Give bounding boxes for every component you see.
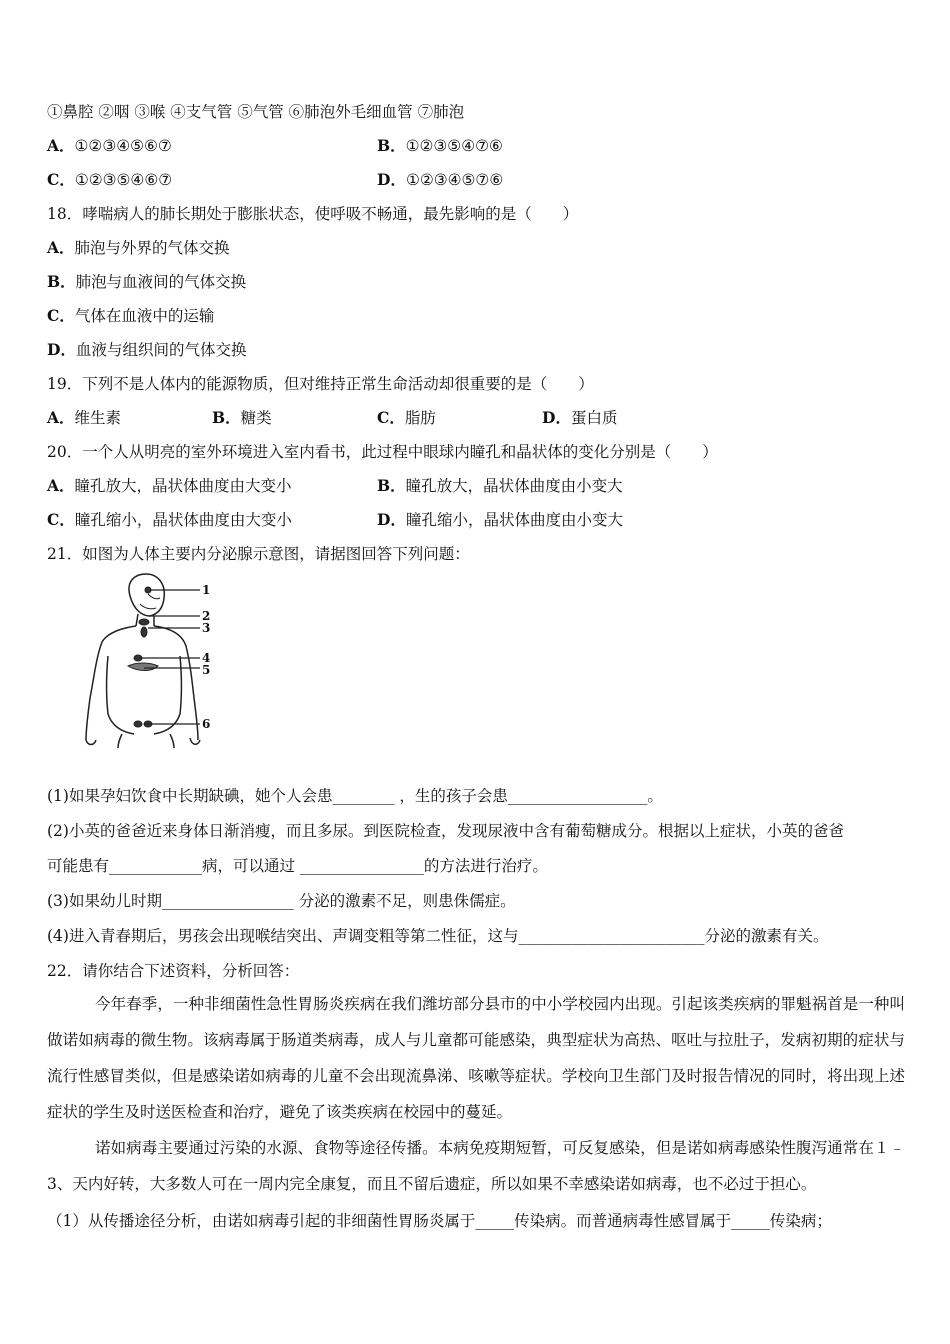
- option-letter: C．: [47, 306, 75, 325]
- gland-shapes: [128, 587, 158, 727]
- option-text: 气体在血液中的运输: [74, 307, 215, 325]
- q18-option-b: [47, 272, 246, 292]
- q21-sub3: (3)如果幼儿时期_________________ 分泌的激素不足，则患侏儒症。: [47, 892, 516, 910]
- option-text: 肺泡与外界的气体交换: [74, 239, 230, 257]
- q21-sub2-line2: 可能患有____________病，可以通过 ________________的方法进行治疗。: [47, 857, 548, 875]
- option-letter: A．: [47, 238, 75, 257]
- option-letter: A．: [47, 408, 75, 427]
- q17-option-c: [47, 170, 172, 190]
- option-letter: A．: [47, 476, 75, 495]
- option-letter: B．: [47, 272, 76, 291]
- option-letter: C．: [377, 408, 405, 427]
- q19-stem: 19．下列不是人体内的能源物质，但对维持正常生命活动却很重要的是（ ）: [47, 375, 594, 393]
- endocrine-gland-diagram: [78, 568, 228, 748]
- q22-sub1: （1）从传播途径分析，由诺如病毒引起的非细菌性胃肠炎属于_____传染病。而普通病毒性感冒属于_____传染病；: [47, 1212, 832, 1230]
- thymus-gland: [141, 627, 147, 637]
- q21-sub4: (4)进入青春期后，男孩会出现喉结突出、声调变粗等第二性征，这与________________________分泌的激素有关。: [47, 927, 829, 945]
- option-text: 瞳孔缩小，晶状体曲度由大变小: [74, 511, 292, 529]
- option-letter: B．: [377, 476, 406, 495]
- option-text: ①②③④⑤⑦⑥: [405, 171, 504, 189]
- option-letter: D．: [47, 340, 76, 359]
- option-text: 脂肪: [404, 409, 436, 427]
- human-body-outline: [86, 574, 200, 748]
- q20-option-c: [47, 510, 292, 530]
- q19-option-a: [47, 408, 121, 428]
- q21-stem: 21．如图为人体主要内分泌腺示意图，请据图回答下列问题：: [47, 545, 470, 563]
- option-letter: D．: [542, 408, 571, 427]
- diagram-label-3: 3: [202, 621, 211, 635]
- option-letter: C．: [47, 510, 75, 529]
- option-text: 维生素: [74, 409, 122, 427]
- pancreas-shape: [128, 663, 158, 671]
- option-letter: D．: [377, 510, 406, 529]
- q17-option-d: [377, 170, 503, 190]
- q18-option-d: [47, 340, 246, 360]
- diagram-label-1: 1: [202, 583, 211, 597]
- q18-option-c: [47, 306, 214, 326]
- option-text: 糖类: [240, 409, 272, 427]
- q20-option-a: [47, 476, 292, 496]
- q19-option-d: [542, 408, 617, 428]
- diagram-label-4: 4: [202, 651, 211, 665]
- option-text: ①②③⑤④⑦⑥: [405, 137, 503, 155]
- option-text: 蛋白质: [570, 409, 618, 427]
- q19-option-b: [212, 408, 272, 428]
- q17-stem: ①鼻腔 ②咽 ③喉 ④支气管 ⑤气管 ⑥肺泡外毛细血管 ⑦肺泡: [47, 103, 465, 121]
- option-letter: C．: [47, 170, 75, 189]
- q19-option-c: [377, 408, 436, 428]
- q18-option-a: [47, 238, 230, 258]
- option-text: ①②③⑤④⑥⑦: [74, 171, 173, 189]
- q20-option-d: [377, 510, 623, 530]
- option-letter: B．: [377, 136, 406, 155]
- option-text: 肺泡与血液间的气体交换: [75, 273, 247, 291]
- q21-sub2-line1: (2)小英的爸爸近来身体日渐消瘦，而且多尿。到医院检查，发现尿液中含有葡萄糖成分。根据以上症状，小英的爸爸: [47, 822, 844, 840]
- q20-option-b: [377, 476, 623, 496]
- option-text: 瞳孔缩小，晶状体曲度由小变大: [405, 511, 623, 529]
- q22-stem: 22．请你结合下述资料，分析回答：: [47, 962, 300, 980]
- option-text: 血液与组织间的气体交换: [75, 341, 247, 359]
- option-text: 瞳孔放大，晶状体曲度由小变大: [405, 477, 623, 495]
- q22-paragraph-1: 今年春季，一种非细菌性急性胃肠炎疾病在我们潍坊部分县市的中小学校园内出现。引起该类疾病的罪魁祸首是一种叫做诺如病毒的微生物。该病毒属于肠道类病毒，成人与儿童都可能感染，典型症状为高热、呕吐与拉肚子，发病初期的症状与流行性感冒类似，但是感染诺如病毒的儿童不会出现流鼻涕、咳嗽等症状。学校向卫生部门及时报告情况的同时，将出现上述症状的学生及时送医检查和治疗，避免了该类疾病在校园中的蔓延。: [47, 995, 905, 1121]
- option-text: 瞳孔放大，晶状体曲度由大变小: [74, 477, 292, 495]
- option-letter: A．: [47, 136, 75, 155]
- q20-stem: 20．一个人从明亮的室外环境进入室内看书，此过程中眼球内瞳孔和晶状体的变化分别是（ ）: [47, 443, 718, 461]
- q22-paragraph-2: 诺如病毒主要通过污染的水源、食物等途径传播。本病免疫期短暂，可反复感染，但是诺如病毒感染性腹泻通常在１﹣3、天内好转，大多数人可在一周内完全康复，而且不留后遗症，所以如果不幸感染诺如病毒，也不必过于担心。: [47, 1139, 905, 1193]
- q18-stem: 18．哮喘病人的肺长期处于膨胀状态，使呼吸不畅通，最先影响的是（ ）: [47, 205, 579, 223]
- option-text: ①②③④⑤⑥⑦: [74, 137, 172, 155]
- diagram-label-2: 2: [202, 609, 211, 623]
- label-pointer-lines: [140, 590, 200, 724]
- thyroid-gland: [139, 619, 149, 625]
- diagram-label-5: 5: [202, 663, 211, 677]
- q21-sub1: (1)如果孕妇饮食中长期缺碘，她个人会患________ ，生的孩子会患__________________。: [47, 787, 663, 805]
- diagram-label-6: 6: [202, 717, 211, 731]
- q17-option-b: [377, 136, 503, 156]
- option-letter: D．: [377, 170, 406, 189]
- gonad-shape: [134, 721, 142, 727]
- option-letter: B．: [212, 408, 241, 427]
- q17-option-a: [47, 136, 172, 156]
